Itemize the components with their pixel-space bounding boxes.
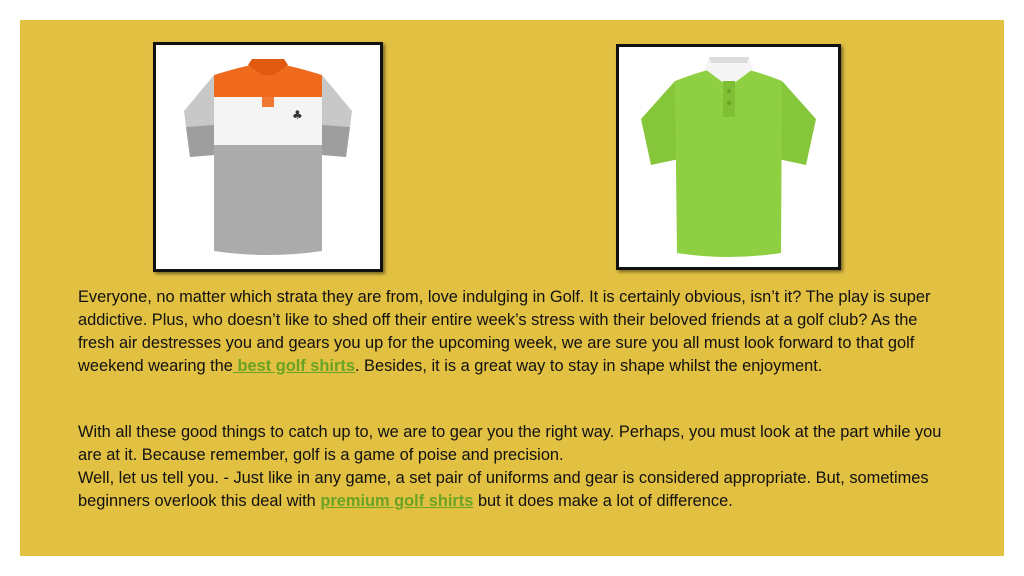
best-golf-shirts-link[interactable]: best golf shirts bbox=[232, 357, 355, 375]
green-shirt-illustration bbox=[619, 47, 838, 267]
gear-text-after-link: but it does make a lot of difference. bbox=[477, 492, 733, 510]
gear-paragraph-line1: With all these good things to catch up to, we are to gear you the right way. Perhaps, you must look at the part while you are at it. Because remember, golf is a game of poise and precision. bbox=[78, 423, 942, 464]
intro-text-after-link: . Besides, it is a great way to stay in shape whilst the enjoyment. bbox=[354, 357, 823, 375]
gear-paragraph bbox=[78, 421, 958, 513]
orange-grey-shirt-illustration bbox=[156, 45, 380, 269]
intro-paragraph bbox=[78, 286, 958, 378]
slide bbox=[20, 20, 1004, 556]
intro-text-before-link: Everyone, no matter which strata they are from, love indulging in Golf. It is certainly obvious, isn’t it? The play is super addictive. Plus, who doesn’t like to shed off their entire week’s stress with their beloved friends at a golf club? As the fresh air destresses you and gears you up for the upcoming week, we are sure you all must look forward to that golf weekend wearing the bbox=[78, 288, 931, 375]
svg-text:♣: ♣ bbox=[292, 108, 303, 122]
gear-text-before-link: Well, let us tell you. - Just like in any game, a set pair of uniforms and gear is considered appropriate. But, sometimes beginners overlook this deal with bbox=[78, 469, 929, 510]
premium-golf-shirts-link[interactable]: premium golf shirts bbox=[320, 492, 474, 510]
golf-shirt-image-green bbox=[616, 44, 841, 270]
golf-shirt-image-orange-grey bbox=[153, 42, 383, 272]
